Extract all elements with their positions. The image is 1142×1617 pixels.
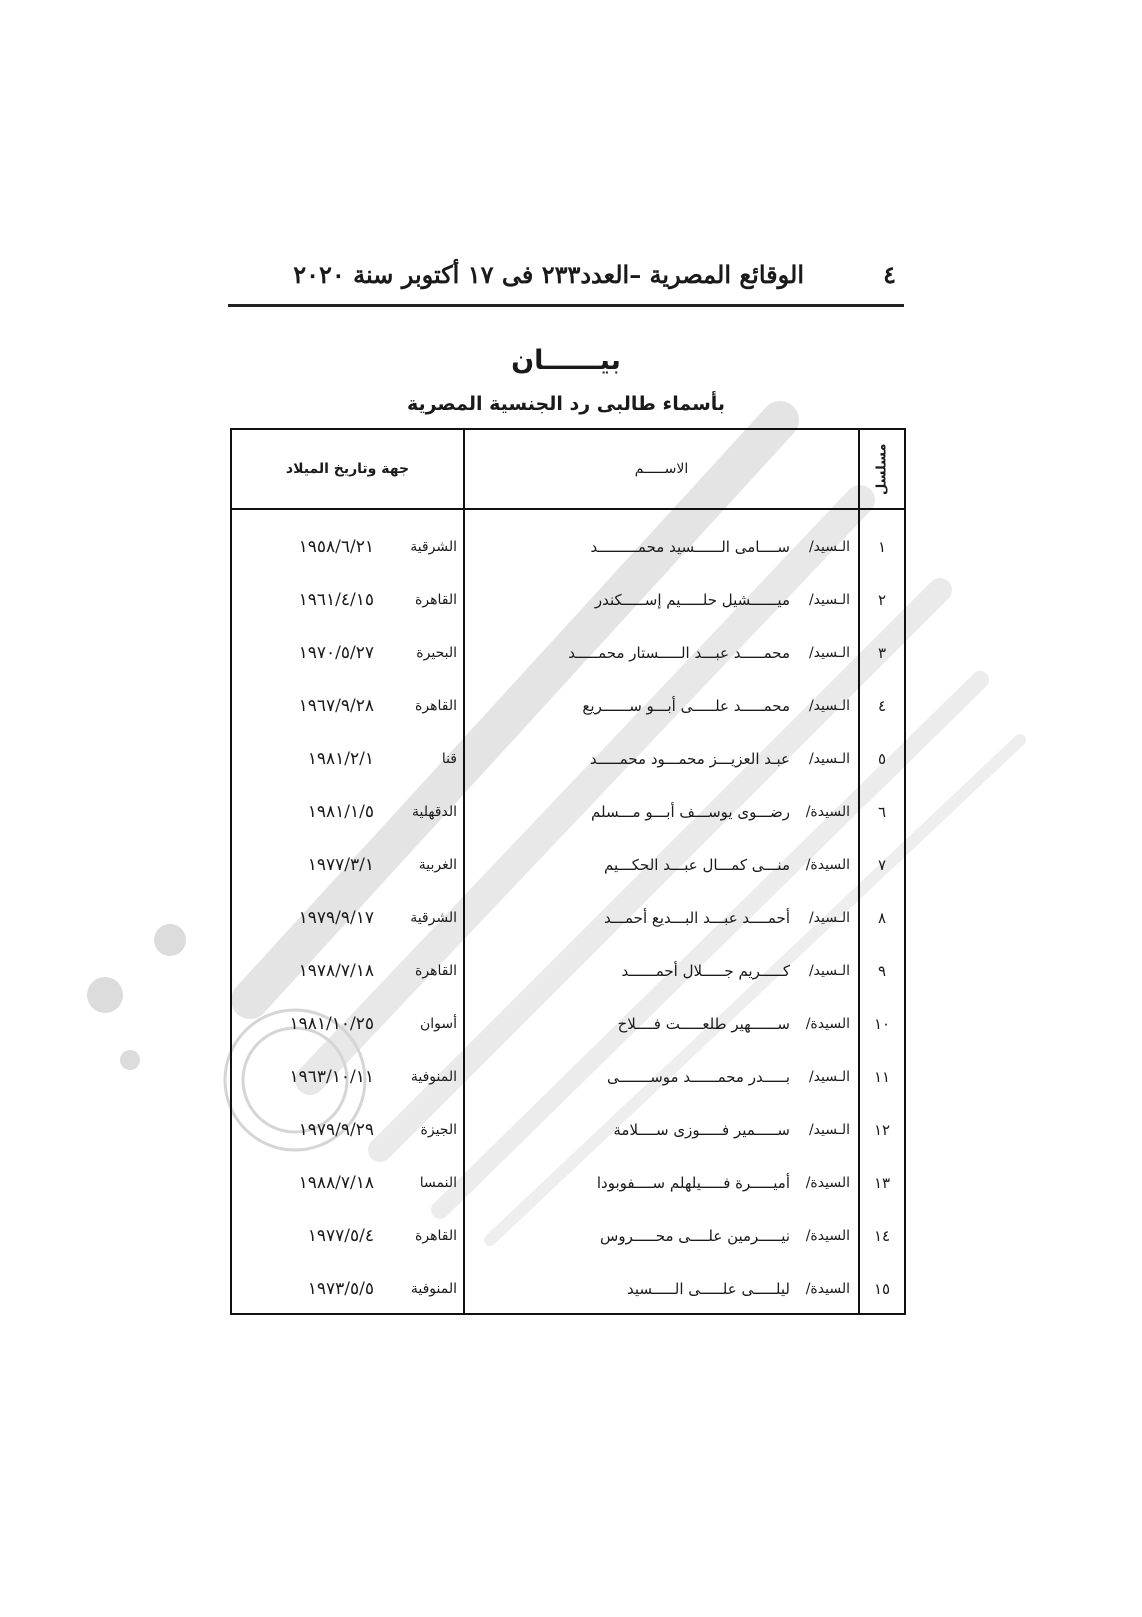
- row-birthdate: ١٩٧٠/٥/٢٧: [298, 643, 374, 663]
- row-name: بـــــدر محمــــــد موســـــــى: [606, 1068, 790, 1086]
- row-serial: ١٥: [873, 1280, 891, 1298]
- row-birthplace: الشرقية: [410, 910, 457, 926]
- row-serial: ١١: [873, 1068, 891, 1086]
- row-name: محمـــــد عبـــد الـــــستار محمـــــد: [568, 644, 790, 662]
- row-title: السيدة/: [805, 1228, 850, 1244]
- row-birthplace: القاهرة: [415, 1228, 457, 1244]
- row-birthdate: ١٩٧٩/٩/٢٩: [298, 1120, 374, 1140]
- row-name: محمـــــد علـــــى أبـــو ســــــريع: [582, 697, 790, 715]
- table-row: [232, 679, 904, 733]
- row-birthplace: الشرقية: [410, 539, 457, 555]
- row-title: الـسيد/: [808, 910, 850, 926]
- row-birthplace: المنوفية: [410, 1281, 457, 1297]
- row-serial: ١٠: [873, 1015, 891, 1033]
- row-title: السيدة/: [805, 1175, 850, 1191]
- row-serial: ٤: [877, 697, 887, 715]
- row-birthdate: ١٩٧٨/٧/١٨: [298, 961, 374, 981]
- row-title: السيدة/: [805, 1281, 850, 1297]
- header-name: الاســـــم: [634, 461, 689, 477]
- row-title: الـسيد/: [808, 698, 850, 714]
- row-birthplace: المنوفية: [410, 1069, 457, 1085]
- row-birthdate: ١٩٨١/١٠/٢٥: [289, 1014, 374, 1034]
- row-birthdate: ١٩٦١/٤/١٥: [298, 590, 374, 610]
- table-row: [232, 520, 904, 574]
- row-birthplace: الجيزة: [420, 1122, 457, 1138]
- header-divider: [232, 508, 904, 510]
- row-name: منـــى كمـــال عبـــد الحكـــيم: [604, 856, 790, 874]
- row-name: رضـــوى يوســـف أبـــو مـــسلم: [591, 803, 790, 821]
- row-serial: ١٢: [873, 1121, 891, 1139]
- row-birthplace: البحيرة: [416, 645, 457, 661]
- row-birthdate: ١٩٦٧/٩/٢٨: [298, 696, 374, 716]
- row-name: كـــــريم جـــــلال أحمــــــد: [621, 962, 790, 980]
- row-serial: ٥: [877, 750, 887, 768]
- document-title: بيــــــان: [511, 345, 621, 376]
- row-name: نيـــــرمين علــــى محـــــروس: [600, 1227, 790, 1245]
- row-birthplace: القاهرة: [415, 592, 457, 608]
- row-name: أميـــــرة فـــــيلهلم ســــفوبودا: [596, 1174, 790, 1192]
- row-title: الـسيد/: [808, 963, 850, 979]
- table-row: [232, 891, 904, 945]
- row-birthdate: ١٩٨١/٢/١: [307, 749, 374, 769]
- row-birthplace: أسوان: [419, 1016, 457, 1032]
- row-birthplace: القاهرة: [415, 698, 457, 714]
- table-row: [232, 626, 904, 680]
- row-serial: ١٣: [873, 1174, 891, 1192]
- table-row: [232, 1050, 904, 1104]
- applicants-table: [230, 428, 906, 1315]
- table-row: [232, 1103, 904, 1157]
- row-serial: ٢: [877, 591, 887, 609]
- row-title: السيدة/: [805, 1016, 850, 1032]
- row-serial: ٣: [877, 644, 887, 662]
- row-birthplace: الغربية: [418, 857, 457, 873]
- row-serial: ٦: [877, 803, 887, 821]
- row-birthplace: قنا: [441, 751, 457, 767]
- header-rule: [228, 304, 904, 307]
- header-birth: جهة وتاريخ الميلاد: [285, 461, 410, 477]
- row-birthplace: الدقهلية: [411, 804, 457, 820]
- row-serial: ٧: [877, 856, 887, 874]
- row-birthdate: ١٩٧٧/٣/١: [307, 855, 374, 875]
- row-title: الـسيد/: [808, 1122, 850, 1138]
- row-serial: ٩: [877, 962, 887, 980]
- table-row: [232, 1156, 904, 1210]
- running-header: [228, 248, 904, 304]
- row-title: الـسيد/: [808, 645, 850, 661]
- row-name: ســــــهير طلعـــــت فــــلاح: [617, 1015, 790, 1033]
- row-name: ســـــمير فـــــوزى ســــلامة: [613, 1121, 790, 1139]
- running-title: الوقائع المصرية –العدد٢٣٣ فى ١٧ أكتوبر سنة ٢٠٢٠: [293, 260, 804, 289]
- row-birthdate: ١٩٥٨/٦/٢١: [298, 537, 374, 557]
- row-name: ميــــــشيل حلـــــيم إســـــكندر: [594, 591, 790, 609]
- row-title: الـسيد/: [808, 751, 850, 767]
- row-name: ســــامى الــــــسيد محمـــــــــد: [590, 538, 790, 556]
- document-subtitle: بأسماء طالبى رد الجنسية المصرية: [406, 393, 726, 415]
- table-row: [232, 997, 904, 1051]
- row-title: الـسيد/: [808, 539, 850, 555]
- page-number: ٤: [883, 260, 896, 289]
- row-serial: ٨: [877, 909, 887, 927]
- table-row: [232, 1209, 904, 1263]
- table-row: [232, 573, 904, 627]
- row-birthdate: ١٩٧٧/٥/٤: [307, 1226, 374, 1246]
- row-birthdate: ١٩٧٩/٩/١٧: [298, 908, 374, 928]
- table-row: [232, 785, 904, 839]
- row-serial: ١٤: [873, 1227, 891, 1245]
- row-birthdate: ١٩٧٣/٥/٥: [307, 1279, 374, 1299]
- row-birthplace: القاهرة: [415, 963, 457, 979]
- header-serial: مسلسل: [874, 443, 890, 495]
- table-row: [232, 1262, 904, 1316]
- row-birthdate: ١٩٨٨/٧/١٨: [298, 1173, 374, 1193]
- table-row: [232, 944, 904, 998]
- table-row: [232, 732, 904, 786]
- row-serial: ١: [877, 538, 887, 556]
- row-name: أحمــــد عبـــد البـــديع أحمـــد: [603, 909, 790, 927]
- row-title: الـسيد/: [808, 1069, 850, 1085]
- row-name: عبـد العزيـــز محمـــود محمـــــد: [589, 750, 790, 768]
- table-row: [232, 838, 904, 892]
- row-name: ليلـــــى علـــــى الـــــسيد: [627, 1280, 790, 1298]
- row-title: الـسيد/: [808, 592, 850, 608]
- row-birthdate: ١٩٦٣/١٠/١١: [289, 1067, 374, 1087]
- row-title: السيدة/: [805, 857, 850, 873]
- row-title: السيدة/: [805, 804, 850, 820]
- row-birthdate: ١٩٨١/١/٥: [307, 802, 374, 822]
- row-birthplace: النمسا: [419, 1175, 457, 1191]
